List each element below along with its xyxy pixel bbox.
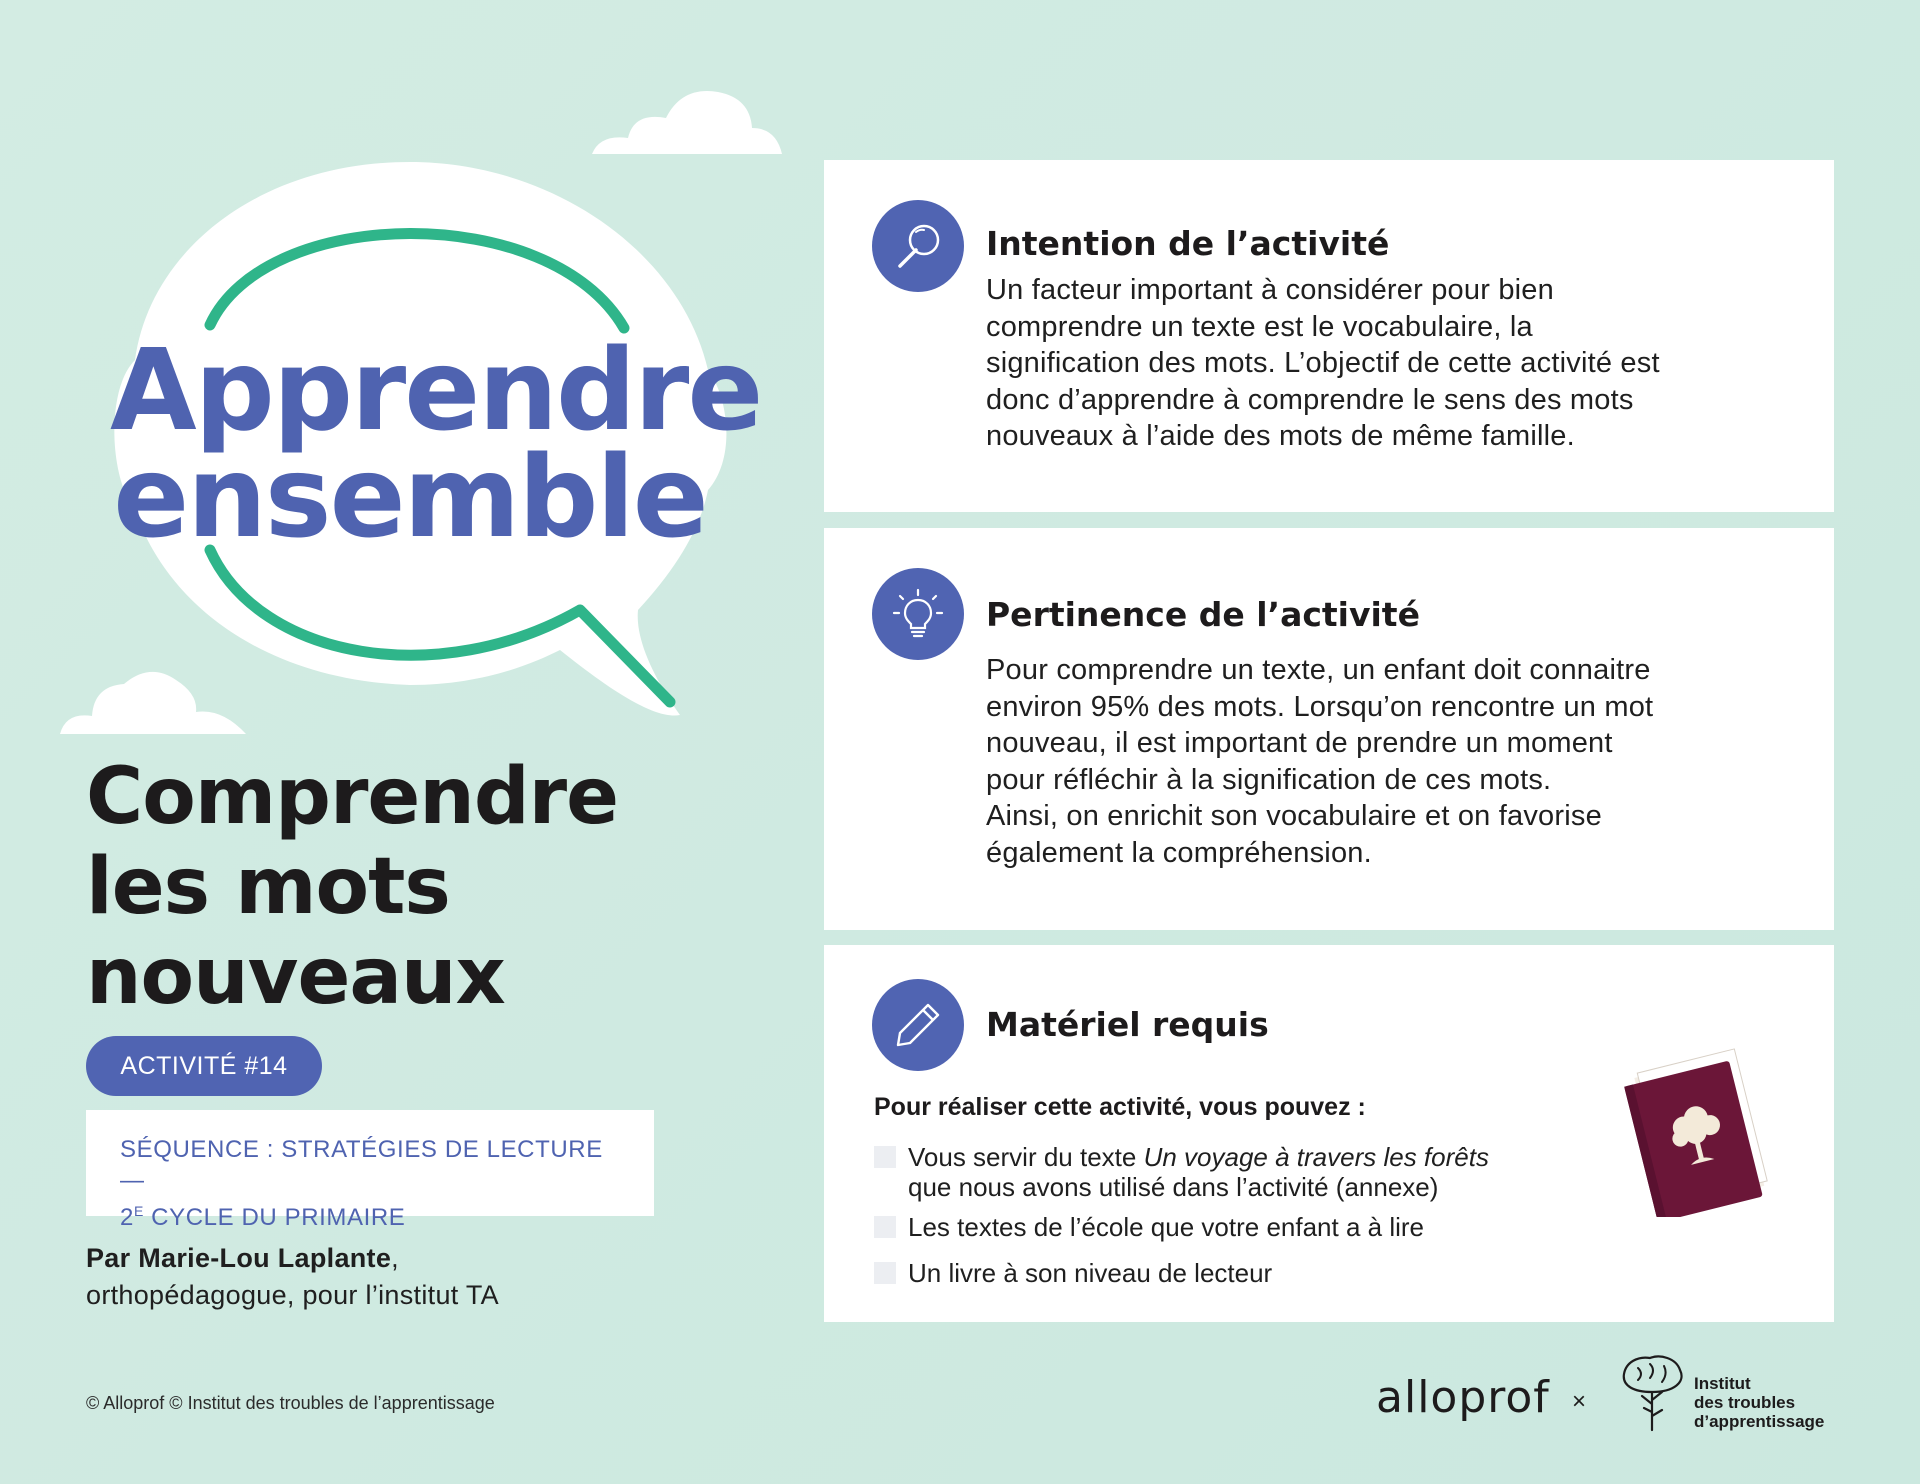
- sequence-cycle-rest: CYCLE DU PRIMAIRE: [143, 1204, 406, 1231]
- intention-line: nouveaux à l’aide des mots de même famille.: [986, 420, 1575, 452]
- materiel-item: [874, 1258, 1594, 1290]
- lightbulb-icon: [872, 568, 964, 660]
- alloprof-logo: alloprof: [1376, 1372, 1550, 1423]
- intention-line: Un facteur important à considérer pour bien: [986, 274, 1554, 306]
- sequence-line2: [120, 1196, 620, 1233]
- institut-line2: des troubles: [1694, 1393, 1796, 1412]
- institut-logo-text: [1694, 1374, 1824, 1431]
- logo-line1: Apprendre: [110, 326, 762, 456]
- author-role: orthopédagogue, pour l’institut TA: [86, 1280, 499, 1310]
- sequence-box: [86, 1110, 654, 1231]
- separator-symbol: ×: [1572, 1388, 1587, 1415]
- pertinence-line: pour réfléchir à la signification de ces mots.: [986, 763, 1552, 796]
- checkbox-icon: [874, 1216, 896, 1238]
- intention-line: donc d’apprendre à comprendre le sens des mots: [986, 383, 1634, 416]
- pertinence-line: également la compréhension.: [986, 836, 1372, 869]
- sequence-cycle-sup: E: [133, 1203, 144, 1219]
- pertinence-line: Ainsi, on enrichit son vocabulaire et on favorise: [986, 800, 1602, 832]
- intention-body: [986, 272, 1806, 455]
- pertinence-card: [824, 528, 1834, 930]
- materiel-item-text: Un livre à son niveau de lecteur: [908, 1258, 1273, 1288]
- materiel-item-line2: que nous avons utilisé dans l’activité (annexe): [908, 1172, 1439, 1202]
- page-title: [86, 752, 726, 1022]
- pertinence-title: Pertinence de l’activité: [986, 595, 1420, 634]
- materiel-item-italic: Un voyage à travers les forêts: [1143, 1142, 1489, 1172]
- magnifying-glass-icon: [872, 200, 964, 292]
- materiel-item-text: Les textes de l’école que votre enfant a à lire: [908, 1212, 1424, 1242]
- materiel-item-line1: [908, 1142, 1598, 1172]
- book-icon: [1614, 1037, 1774, 1217]
- sequence-line1: SÉQUENCE : STRATÉGIES DE LECTURE —: [120, 1136, 603, 1194]
- checkbox-icon: [874, 1146, 896, 1168]
- author-name: Par Marie-Lou Laplante: [86, 1243, 392, 1273]
- pertinence-line: Pour comprendre un texte, un enfant doit connaitre: [986, 654, 1651, 686]
- materiel-item: [874, 1142, 1594, 1204]
- pertinence-body: [986, 652, 1806, 871]
- sequence-cycle-number: 2: [120, 1204, 134, 1231]
- apprendre-ensemble-logo: [110, 160, 762, 730]
- title-line1: Comprendre: [86, 752, 619, 842]
- institut-line3: d’apprentissage: [1694, 1412, 1825, 1431]
- author-block: Par Marie-Lou Laplante, orthopédagogue, pour l’institut TA: [86, 1243, 499, 1310]
- materiel-item: [874, 1212, 1594, 1244]
- brain-tree-icon: [1616, 1352, 1688, 1432]
- materiel-item-pre: Vous servir du texte: [908, 1142, 1144, 1172]
- pencil-icon: [872, 979, 964, 1071]
- logo-line2: ensemble: [113, 433, 707, 563]
- intention-card: [824, 160, 1834, 512]
- checkbox-icon: [874, 1262, 896, 1284]
- title-line2: les mots: [86, 842, 450, 932]
- materiel-title: Matériel requis: [986, 1005, 1269, 1044]
- activity-badge: ACTIVITÉ #14: [86, 1036, 322, 1096]
- materiel-lead: Pour réaliser cette activité, vous pouvez :: [874, 1093, 1366, 1121]
- copyright-text: © Alloprof © Institut des troubles de l’apprentissage: [86, 1393, 495, 1413]
- intention-line: comprendre un texte est le vocabulaire, la: [986, 310, 1533, 343]
- pertinence-line: environ 95% des mots. Lorsqu’on rencontre un mot: [986, 690, 1654, 723]
- pertinence-line: nouveau, il est important de prendre un moment: [986, 727, 1613, 759]
- cloud-decoration-top: [590, 82, 790, 157]
- title-line3: nouveaux: [86, 932, 505, 1022]
- intention-line: signification des mots. L’objectif de cette activité est: [986, 347, 1660, 379]
- materiel-card: [824, 945, 1834, 1322]
- institut-line1: Institut: [1694, 1374, 1751, 1393]
- intention-title: Intention de l’activité: [986, 224, 1390, 263]
- materiel-item-text: [908, 1142, 1598, 1202]
